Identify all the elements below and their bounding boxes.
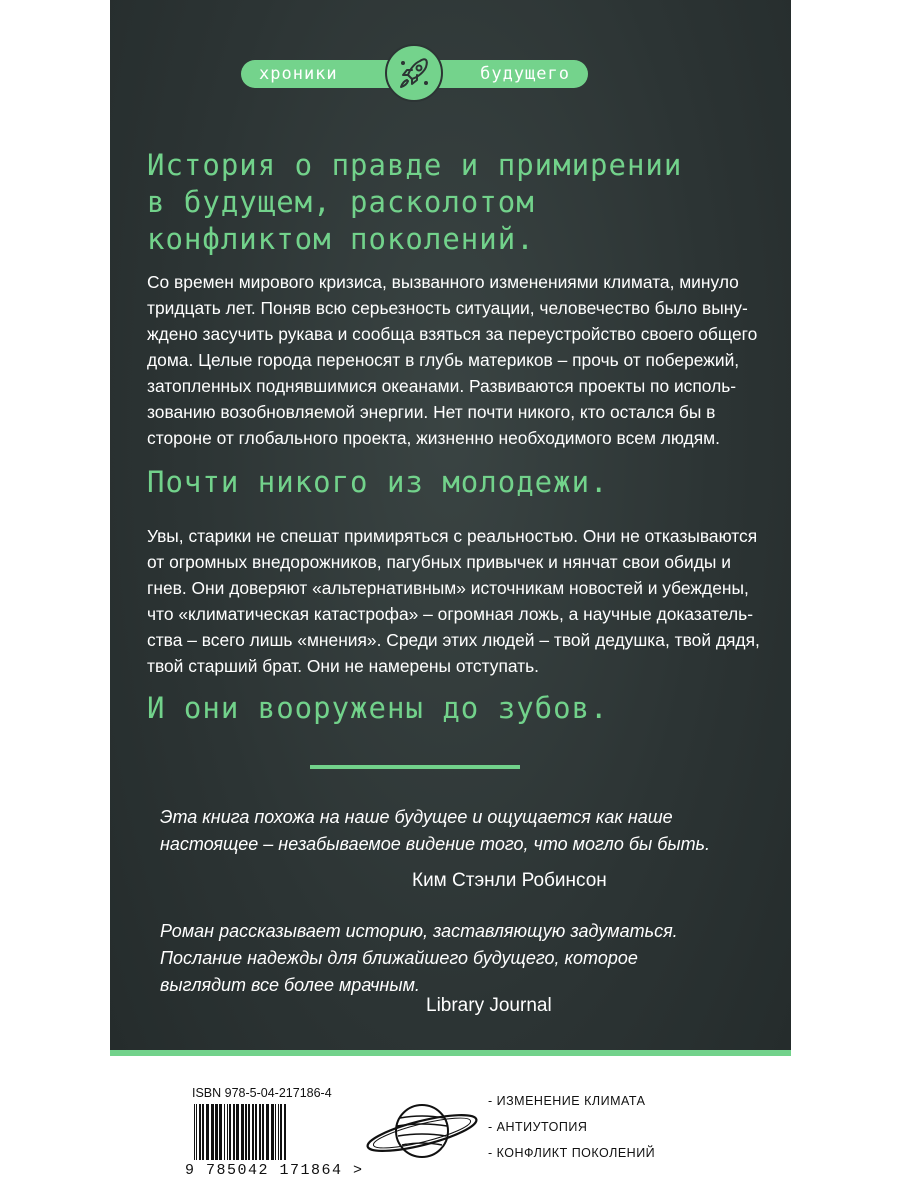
barcode-bar	[233, 1104, 235, 1160]
barcode-bar	[280, 1104, 282, 1160]
quote-author-robinson: Ким Стэнли Робинсон	[412, 870, 607, 891]
barcode-bar	[252, 1104, 254, 1160]
paragraph-elders	[147, 523, 767, 679]
barcode-bar	[215, 1104, 218, 1160]
blurb-quote-robinson	[160, 804, 710, 858]
paragraph-line: затопленных поднявшимися океанами. Развиваются проекты по исполь-	[147, 376, 737, 396]
barcode-digits: 9 785042 171864 >	[185, 1162, 364, 1179]
barcode-bar	[245, 1104, 247, 1160]
paragraph-line: твой старший брат. Они не намерены отступать.	[147, 656, 540, 676]
headline-truth-reconciliation	[147, 147, 682, 258]
headline-armed	[147, 690, 609, 727]
paragraph-line: стороне от глобального проекта, жизненно необходимого всем людям.	[147, 428, 720, 448]
barcode-bar	[278, 1104, 279, 1160]
paragraph-line: тридцать лет. Поняв всю серьезность ситуации, человечество было выну-	[147, 298, 748, 318]
barcode-bar	[241, 1104, 244, 1160]
quote-line: Послание надежды для ближайшего будущего, которое	[160, 948, 638, 968]
barcode-bar	[284, 1104, 286, 1160]
series-badge	[241, 44, 588, 102]
barcode-bar	[259, 1104, 261, 1160]
barcode-bar	[224, 1104, 225, 1160]
barcode	[192, 1104, 327, 1162]
barcode-bar	[227, 1104, 228, 1160]
book-back-cover	[110, 0, 791, 1200]
blurb-quote-library-journal	[160, 918, 678, 999]
paragraph-line: ждено засучить рукава и сообща взяться за переустройство своего общего	[147, 324, 758, 344]
headline-line: И они вооружены до зубов.	[147, 691, 609, 725]
genre-item: - КОНФЛИКТ ПОКОЛЕНИЙ	[488, 1146, 656, 1160]
barcode-strip	[110, 1050, 791, 1200]
barcode-bar	[194, 1104, 195, 1160]
quote-line: настоящее – незабываемое видение того, что могло бы быть.	[160, 834, 711, 854]
barcode-bar	[271, 1104, 274, 1160]
paragraph-line: что «климатическая катастрофа» – огромная ложь, а научные доказатель-	[147, 604, 754, 624]
paragraph-line: зованию возобновляемой энергии. Нет почти никого, кто остался бы в	[147, 402, 716, 422]
genre-item: - ИЗМЕНЕНИЕ КЛИМАТА	[488, 1094, 646, 1108]
headline-line: конфликтом поколений.	[147, 222, 535, 256]
paragraph-line: ства – всего лишь «мнения». Среди этих людей – твой дедушка, твой дядя,	[147, 630, 760, 650]
paragraph-line: от огромных внедорожников, пагубных привычек и нянчат свои обиды и	[147, 552, 731, 572]
barcode-bar	[275, 1104, 276, 1160]
paragraph-line: Со времен мирового кризиса, вызванного изменениями климата, минуло	[147, 272, 739, 292]
barcode-bar	[196, 1104, 197, 1160]
paragraph-climate-crisis	[147, 269, 767, 451]
paragraph-line: дома. Целые города переносят в глубь материков – прочь от побережий,	[147, 350, 740, 370]
quote-line: Роман рассказывает историю, заставляющую задуматься.	[160, 921, 678, 941]
paragraph-line: Увы, старики не спешат примиряться с реальностью. Они не отказываются	[147, 526, 758, 546]
barcode-bar	[229, 1104, 231, 1160]
headline-line: Почти никого из молодежи.	[147, 465, 609, 499]
genre-item: - АНТИУТОПИЯ	[488, 1120, 588, 1134]
barcode-bar	[266, 1104, 269, 1160]
barcode-bar	[199, 1104, 201, 1160]
paragraph-line: гнев. Они доверяют «альтернативным» источникам новостей и убеждены,	[147, 578, 749, 598]
headline-youth	[147, 464, 609, 501]
quote-line: Эта книга похожа на наше будущее и ощущается как наше	[160, 807, 673, 827]
barcode-bar	[255, 1104, 257, 1160]
barcode-bar	[211, 1104, 214, 1160]
series-label-left: хроники	[259, 64, 338, 84]
barcode-bar	[262, 1104, 264, 1160]
rocket-icon	[385, 44, 443, 102]
barcode-bar	[248, 1104, 250, 1160]
barcode-bar	[202, 1104, 204, 1160]
barcode-bar	[206, 1104, 209, 1160]
isbn-label: ISBN 978-5-04-217186-4	[192, 1086, 332, 1100]
section-divider	[310, 765, 520, 769]
quote-author-library-journal: Library Journal	[426, 995, 552, 1016]
genre-list	[488, 1088, 655, 1166]
headline-line: История о правде и примирении	[147, 148, 683, 182]
quote-line: выглядит все более мрачным.	[160, 975, 420, 995]
series-label-right: будущего	[480, 64, 570, 84]
headline-line: в будущем, расколотом	[147, 185, 535, 219]
planet-icon	[362, 1088, 482, 1174]
barcode-bar	[236, 1104, 239, 1160]
barcode-bar	[219, 1104, 222, 1160]
